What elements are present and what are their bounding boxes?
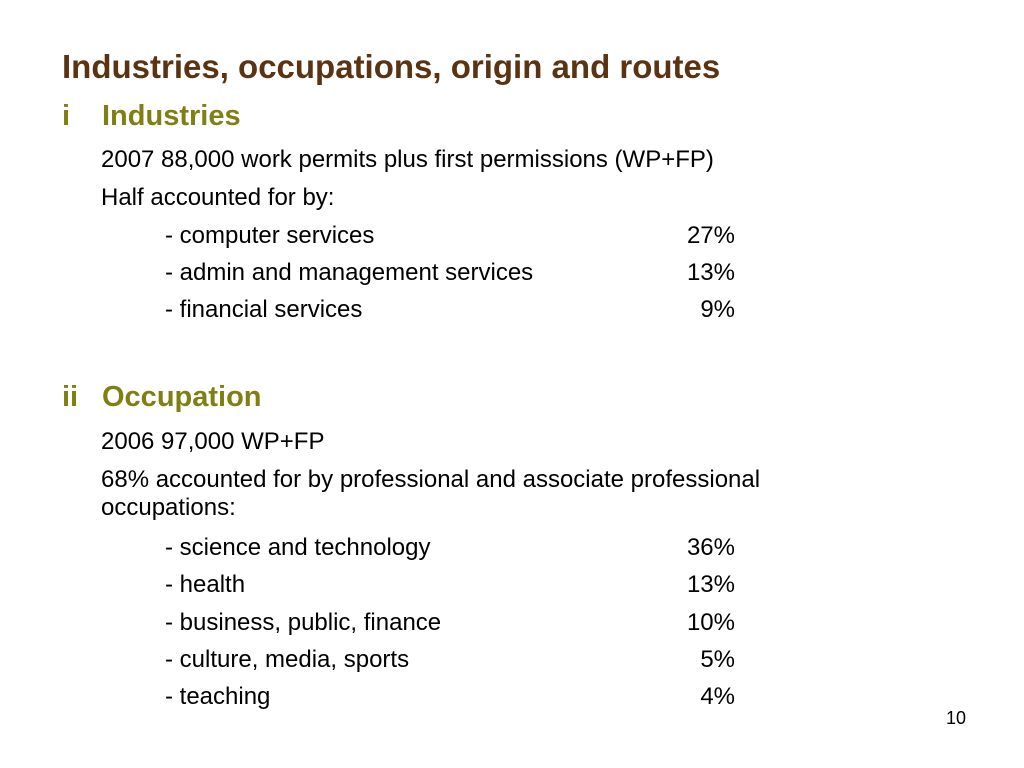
occupation-item-percent: 36%	[686, 534, 735, 561]
occupation-heading-text: Occupation	[102, 381, 262, 413]
occupation-permits-line: 2006 97,000 WP+FP	[101, 428, 325, 455]
industry-item-label: - admin and management services	[165, 259, 534, 286]
occupation-item-label: - teaching	[165, 683, 271, 710]
industries-numeral: i	[62, 100, 71, 132]
occupation-heading	[62, 381, 262, 414]
occupation-professional-line: 68% accounted for by professional and associate professional occupations:	[101, 466, 761, 521]
occupation-numeral: ii	[62, 381, 79, 413]
occupation-item-percent: 4%	[700, 683, 735, 710]
occupation-item-percent: 13%	[686, 571, 735, 598]
industry-item-percent: 27%	[686, 222, 735, 249]
occupation-item-percent: 5%	[700, 646, 735, 673]
occupation-item-label: - health	[165, 571, 246, 598]
industry-item-percent: 13%	[686, 259, 735, 286]
occupation-item-label: - business, public, finance	[165, 609, 442, 636]
industries-heading	[62, 100, 241, 133]
industry-item-percent: 9%	[700, 296, 735, 323]
industry-item-label: - computer services	[165, 222, 375, 249]
industry-item-label: - financial services	[165, 296, 363, 323]
occupation-item-label: - science and technology	[165, 534, 431, 561]
occupation-item-percent: 10%	[686, 609, 735, 636]
occupation-item-label: - culture, media, sports	[165, 646, 410, 673]
slide-title: Industries, occupations, origin and routes	[62, 48, 721, 85]
industries-permits-line: 2007 88,000 work permits plus first permissions (WP+FP)	[101, 146, 714, 173]
page-number: 10	[945, 708, 966, 728]
industries-heading-text: Industries	[102, 100, 241, 132]
industries-half-line: Half accounted for by:	[101, 184, 335, 211]
